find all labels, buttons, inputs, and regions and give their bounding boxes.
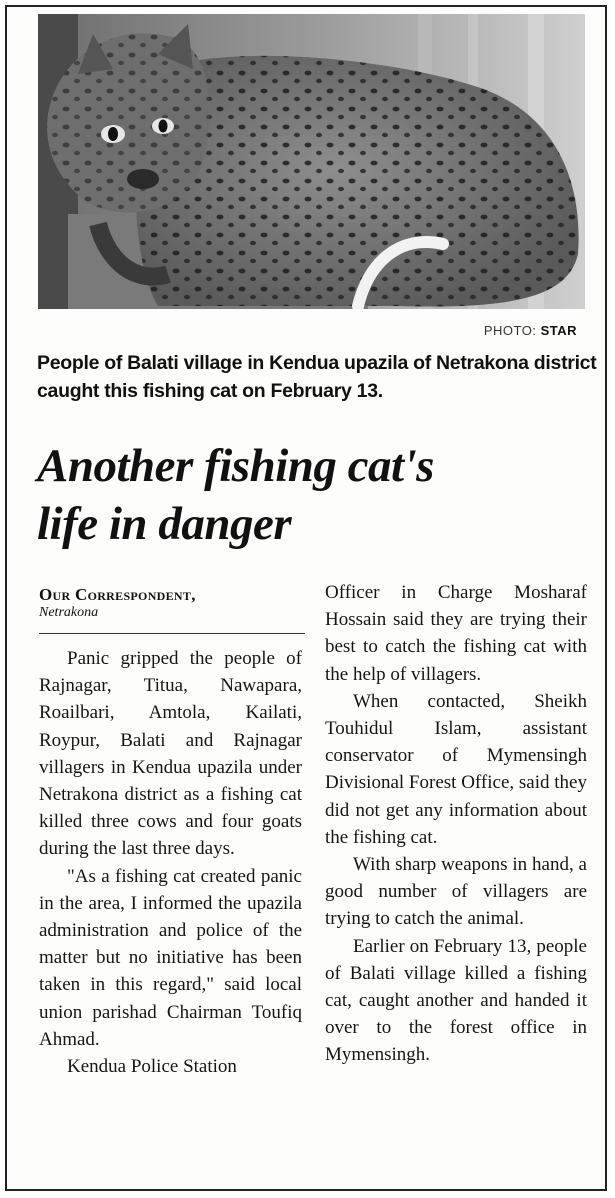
article-paragraph: Kendua Police Station <box>67 1056 237 1078</box>
article-column-1 <box>39 645 302 1080</box>
photo-credit-label: PHOTO: <box>483 323 537 338</box>
byline <box>39 585 301 621</box>
byline-divider <box>39 633 305 634</box>
byline-location: Netrakona <box>39 605 99 620</box>
article-paragraph: Earlier on February 13, people of Balati village killed a fishing cat, caught another and handed it over to the forest office in Mymensingh. <box>325 935 587 1066</box>
photo-credit-source: STAR <box>540 323 577 338</box>
headline-line-1: Another fishing cat's <box>37 440 434 492</box>
article-paragraph: "As a fishing cat created panic in the area, I informed the upazila administration and police of the matter but no initiative has been taken in this regard," said local union parishad Chairman Toufiq Ahmad. <box>39 865 302 1050</box>
headline-line-2: life in danger <box>37 498 292 550</box>
photo-caption: People of Balati village in Kendua upazila of Netrakona district caught this fishing cat on February 13. <box>37 352 597 402</box>
headline <box>37 437 597 553</box>
fishing-cat-photo <box>38 14 585 309</box>
photo-credit <box>484 323 577 338</box>
byline-author: Our Correspondent, <box>39 585 196 604</box>
article-paragraph: With sharp weapons in hand, a good number of villagers are trying to catch the animal. <box>325 854 587 930</box>
article-paragraph: Panic gripped the people of Rajnagar, Titua, Nawapara, Roailbari, Amtola, Kailati, Roypur, Balati and Rajnagar villagers in Kendua upazila under Netrakona district as a fishing cat killed three cows and four goats during the last three days. <box>39 648 302 860</box>
article-column-2 <box>325 579 587 1069</box>
article-paragraph-continued: Officer in Charge Mosharaf Hossain said they are trying their best to catch the fishing cat with the help of villagers. <box>325 582 587 685</box>
article-paragraph: When contacted, Sheikh Touhidul Islam, assistant conservator of Mymensingh Divisional Forest Office, said they did not get any information about the fishing cat. <box>325 690 587 848</box>
newspaper-clipping <box>5 5 607 1191</box>
